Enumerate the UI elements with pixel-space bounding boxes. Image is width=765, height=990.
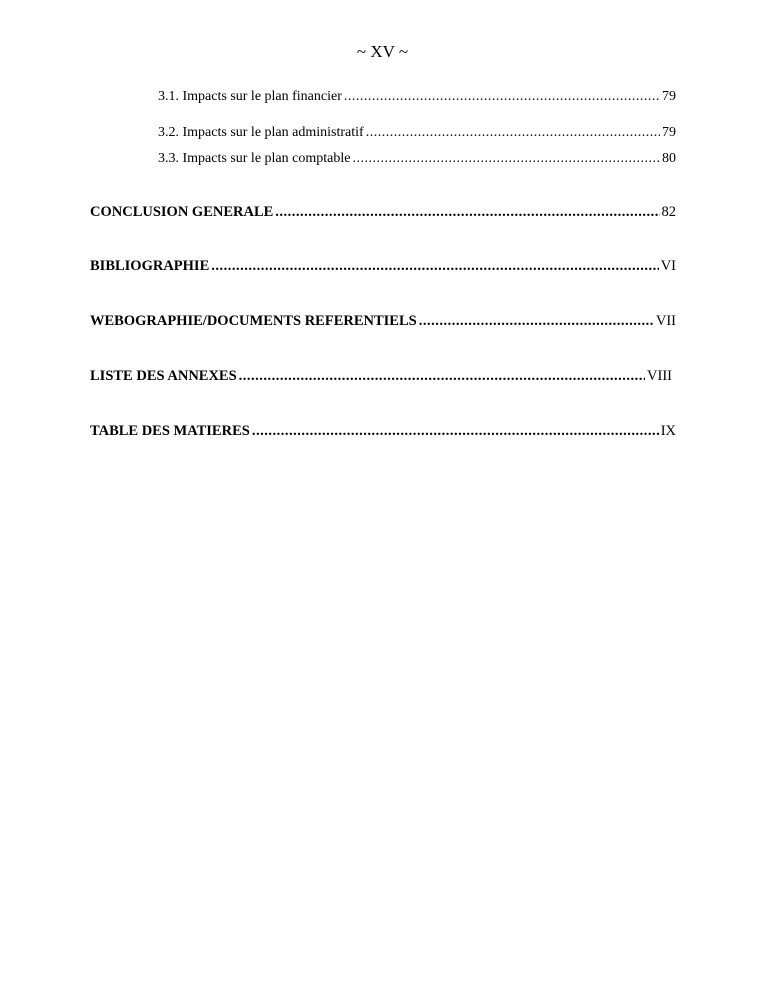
toc-entry-title: LISTE DES ANNEXES	[90, 368, 237, 384]
toc-entry-3-3	[158, 151, 676, 167]
toc-entry-title: 3.1. Impacts sur le plan financier	[158, 89, 342, 104]
toc-entry-table-des-matieres	[90, 423, 676, 440]
toc-entry-page: VIII	[647, 368, 672, 384]
toc-entry-title: WEBOGRAPHIE/DOCUMENTS REFERENTIELS	[90, 313, 417, 329]
toc-entry-3-2	[158, 125, 676, 141]
toc-entry-title: 3.2. Impacts sur le plan administratif	[158, 125, 364, 140]
toc-entry-title: CONCLUSION GENERALE	[90, 204, 274, 220]
toc-entry-page: VI	[660, 258, 676, 274]
dot-leader	[419, 313, 654, 330]
dot-leader	[275, 204, 659, 221]
toc-entry-webographie	[90, 313, 676, 330]
toc-entry-page: IX	[660, 423, 676, 439]
toc-entry-title: 3.3. Impacts sur le plan comptable	[158, 151, 351, 166]
toc-entry-page: 79	[662, 125, 676, 140]
toc-entry-title: TABLE DES MATIERES	[90, 423, 250, 439]
toc-entry-3-1	[158, 89, 676, 105]
dot-leader	[352, 151, 660, 167]
toc-entry-page: 79	[662, 89, 676, 104]
dot-leader	[344, 89, 660, 105]
toc-entry-title: BIBLIOGRAPHIE	[90, 258, 210, 274]
toc-entry-page: 80	[662, 151, 676, 166]
toc-entry-conclusion-generale	[90, 204, 676, 221]
dot-leader	[366, 125, 660, 141]
dot-leader	[211, 258, 658, 275]
dot-leader	[252, 423, 659, 440]
toc-entry-liste-des-annexes	[90, 368, 672, 385]
page-number-header: ~ XV ~	[356, 42, 409, 61]
toc-entry-page: VII	[655, 313, 676, 329]
toc-entry-page: 82	[661, 204, 676, 220]
toc-entry-bibliographie	[90, 258, 676, 275]
dot-leader	[239, 368, 645, 385]
